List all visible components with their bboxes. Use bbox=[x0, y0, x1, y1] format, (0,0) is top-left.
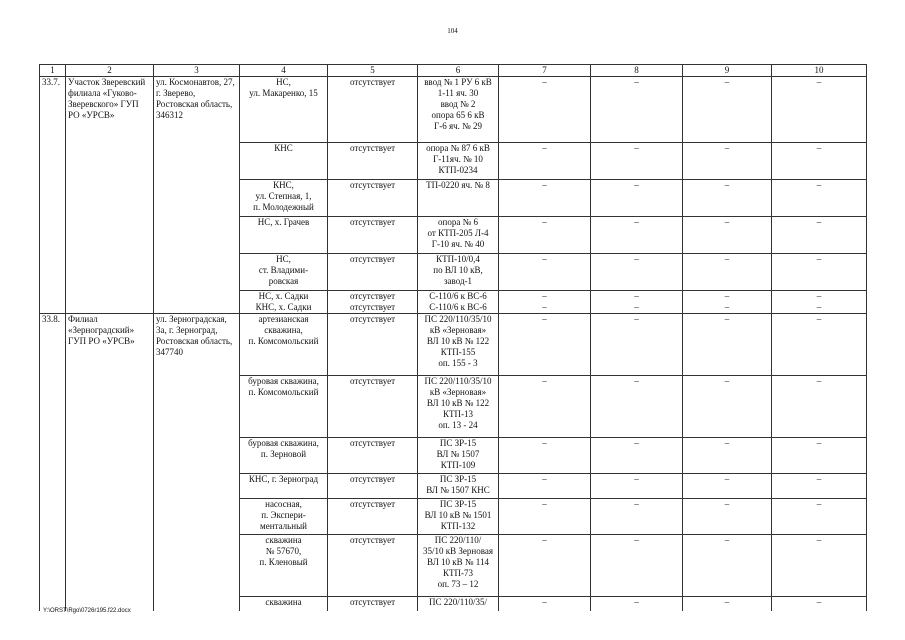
col-7-value: – bbox=[499, 474, 591, 499]
metering-status: отсутствует bbox=[328, 314, 418, 376]
col-7-value: – bbox=[499, 597, 591, 611]
metering-status: отсутствует bbox=[328, 302, 418, 314]
column-header: 10 bbox=[772, 65, 867, 77]
metering-status: отсутствует bbox=[328, 143, 418, 180]
section-number: 33.7. bbox=[40, 77, 66, 314]
col-8-value: – bbox=[591, 143, 683, 180]
document-table bbox=[39, 64, 867, 611]
object-name: насосная, п. Экспери- ментальный bbox=[240, 499, 328, 535]
col-9-value: – bbox=[683, 438, 772, 474]
object-name: КНС, х. Садки bbox=[240, 302, 328, 314]
object-name: буровая скважина, п. Зерновой bbox=[240, 438, 328, 474]
metering-status: отсутствует bbox=[328, 597, 418, 611]
col-7-value: – bbox=[499, 180, 591, 217]
power-source: ПС 220/110/35/ bbox=[418, 597, 499, 611]
col-8-value: – bbox=[591, 499, 683, 535]
col-8-value: – bbox=[591, 217, 683, 254]
column-header: 4 bbox=[240, 65, 328, 77]
col-8-value: – bbox=[591, 597, 683, 611]
col-9-value: – bbox=[683, 217, 772, 254]
metering-status: отсутствует bbox=[328, 77, 418, 143]
object-name: НС, ст. Владими- ровская bbox=[240, 254, 328, 291]
power-source: опора № 6 от КТП-205 Л-4 Г-10 яч. № 40 bbox=[418, 217, 499, 254]
col-10-value: – bbox=[772, 314, 867, 376]
metering-status: отсутствует bbox=[328, 438, 418, 474]
col-9-value: – bbox=[683, 180, 772, 217]
col-8-value: – bbox=[591, 77, 683, 143]
col-10-value: – bbox=[772, 77, 867, 143]
organization-address: ул. Зерноградская, 3а, г. Зерноград, Ростовская область, 347740 bbox=[154, 314, 240, 611]
col-8-value: – bbox=[591, 535, 683, 597]
organization-name: Участок Зверевский филиала «Гуково-Зверевского» ГУП РО «УРСВ» bbox=[66, 77, 154, 314]
power-source: ТП-0220 яч. № 8 bbox=[418, 180, 499, 217]
col-8-value: – bbox=[591, 302, 683, 314]
col-7-value: – bbox=[499, 291, 591, 303]
object-name: артезианская скважина, п. Комсомольский bbox=[240, 314, 328, 376]
column-header: 9 bbox=[683, 65, 772, 77]
col-10-value: – bbox=[772, 302, 867, 314]
power-source: С-110/6 к ВС-6 bbox=[418, 291, 499, 303]
column-header: 1 bbox=[40, 65, 66, 77]
col-7-value: – bbox=[499, 77, 591, 143]
organization-address: ул. Космонавтов, 27, г. Зверево, Ростовская область, 346312 bbox=[154, 77, 240, 314]
col-10-value: – bbox=[772, 597, 867, 611]
col-9-value: – bbox=[683, 535, 772, 597]
power-source: ввод № 1 РУ 6 кВ 1-11 яч. 30 ввод № 2 опора 65 6 кВ Г-6 яч. № 29 bbox=[418, 77, 499, 143]
metering-status: отсутствует bbox=[328, 535, 418, 597]
col-9-value: – bbox=[683, 597, 772, 611]
col-7-value: – bbox=[499, 217, 591, 254]
col-8-value: – bbox=[591, 376, 683, 438]
col-9-value: – bbox=[683, 143, 772, 180]
col-9-value: – bbox=[683, 499, 772, 535]
power-source: ПС ЗР-15 ВЛ 10 кВ № 1501 КТП-132 bbox=[418, 499, 499, 535]
object-name: скважина № 57670, п. Кленовый bbox=[240, 535, 328, 597]
col-9-value: – bbox=[683, 302, 772, 314]
col-8-value: – bbox=[591, 438, 683, 474]
table-header-row bbox=[40, 65, 867, 77]
metering-status: отсутствует bbox=[328, 499, 418, 535]
col-9-value: – bbox=[683, 314, 772, 376]
power-source: ПС 220/110/35/10 кВ «Зерновая» ВЛ 10 кВ № 122 КТП-13 оп. 13 - 24 bbox=[418, 376, 499, 438]
col-8-value: – bbox=[591, 474, 683, 499]
col-8-value: – bbox=[591, 314, 683, 376]
object-name: НС, х. Садки bbox=[240, 291, 328, 303]
col-7-value: – bbox=[499, 376, 591, 438]
metering-status: отсутствует bbox=[328, 217, 418, 254]
col-10-value: – bbox=[772, 535, 867, 597]
col-7-value: – bbox=[499, 314, 591, 376]
column-header: 7 bbox=[499, 65, 591, 77]
col-10-value: – bbox=[772, 474, 867, 499]
col-7-value: – bbox=[499, 143, 591, 180]
power-source: ПС ЗР-15 ВЛ № 1507 КНС bbox=[418, 474, 499, 499]
col-7-value: – bbox=[499, 438, 591, 474]
object-name: КНС bbox=[240, 143, 328, 180]
col-9-value: – bbox=[683, 376, 772, 438]
col-7-value: – bbox=[499, 535, 591, 597]
power-source: опора № 87 6 кВ Г-11яч. № 10 КТП-0234 bbox=[418, 143, 499, 180]
col-9-value: – bbox=[683, 254, 772, 291]
col-9-value: – bbox=[683, 77, 772, 143]
col-10-value: – bbox=[772, 376, 867, 438]
col-10-value: – bbox=[772, 143, 867, 180]
power-source: ПС 220/110/ 35/10 кВ Зерновая ВЛ 10 кВ № 114 КТП-73 оп. 73 – 12 bbox=[418, 535, 499, 597]
power-source: КТП-10/0,4 по ВЛ 10 кВ, завод-1 bbox=[418, 254, 499, 291]
col-10-value: – bbox=[772, 254, 867, 291]
col-10-value: – bbox=[772, 217, 867, 254]
object-name: НС, х. Грачев bbox=[240, 217, 328, 254]
power-source: С-110/6 к ВС-6 bbox=[418, 302, 499, 314]
metering-status: отсутствует bbox=[328, 180, 418, 217]
col-8-value: – bbox=[591, 180, 683, 217]
column-header: 5 bbox=[328, 65, 418, 77]
object-name: скважина bbox=[240, 597, 328, 611]
object-name: буровая скважина, п. Комсомольский bbox=[240, 376, 328, 438]
col-10-value: – bbox=[772, 499, 867, 535]
column-header: 8 bbox=[591, 65, 683, 77]
object-name: КНС, ул. Степная, 1, п. Молодежный bbox=[240, 180, 328, 217]
footer-file-path: Y:\ORST\Rgo\0726r195.f22.docx bbox=[43, 608, 131, 614]
column-header: 6 bbox=[418, 65, 499, 77]
metering-status: отсутствует bbox=[328, 254, 418, 291]
column-header: 2 bbox=[66, 65, 154, 77]
table-row bbox=[40, 314, 867, 376]
col-10-value: – bbox=[772, 438, 867, 474]
column-header: 3 bbox=[154, 65, 240, 77]
object-name: КНС, г. Зерноград bbox=[240, 474, 328, 499]
col-9-value: – bbox=[683, 474, 772, 499]
power-source: ПС ЗР-15 ВЛ № 1507 КТП-109 bbox=[418, 438, 499, 474]
power-source: ПС 220/110/35/10 кВ «Зерновая» ВЛ 10 кВ № 122 КТП-155 оп. 155 - 3 bbox=[418, 314, 499, 376]
page-number: 104 bbox=[447, 27, 458, 35]
col-10-value: – bbox=[772, 291, 867, 303]
col-7-value: – bbox=[499, 499, 591, 535]
col-9-value: – bbox=[683, 291, 772, 303]
metering-status: отсутствует bbox=[328, 291, 418, 303]
col-8-value: – bbox=[591, 254, 683, 291]
col-10-value: – bbox=[772, 180, 867, 217]
metering-status: отсутствует bbox=[328, 376, 418, 438]
metering-status: отсутствует bbox=[328, 474, 418, 499]
col-7-value: – bbox=[499, 254, 591, 291]
section-number: 33.8. bbox=[40, 314, 66, 611]
object-name: НС, ул. Макаренко, 15 bbox=[240, 77, 328, 143]
col-7-value: – bbox=[499, 302, 591, 314]
organization-name: Филиал «Зерноградский» ГУП РО «УРСВ» bbox=[66, 314, 154, 611]
col-8-value: – bbox=[591, 291, 683, 303]
table-row bbox=[40, 77, 867, 143]
